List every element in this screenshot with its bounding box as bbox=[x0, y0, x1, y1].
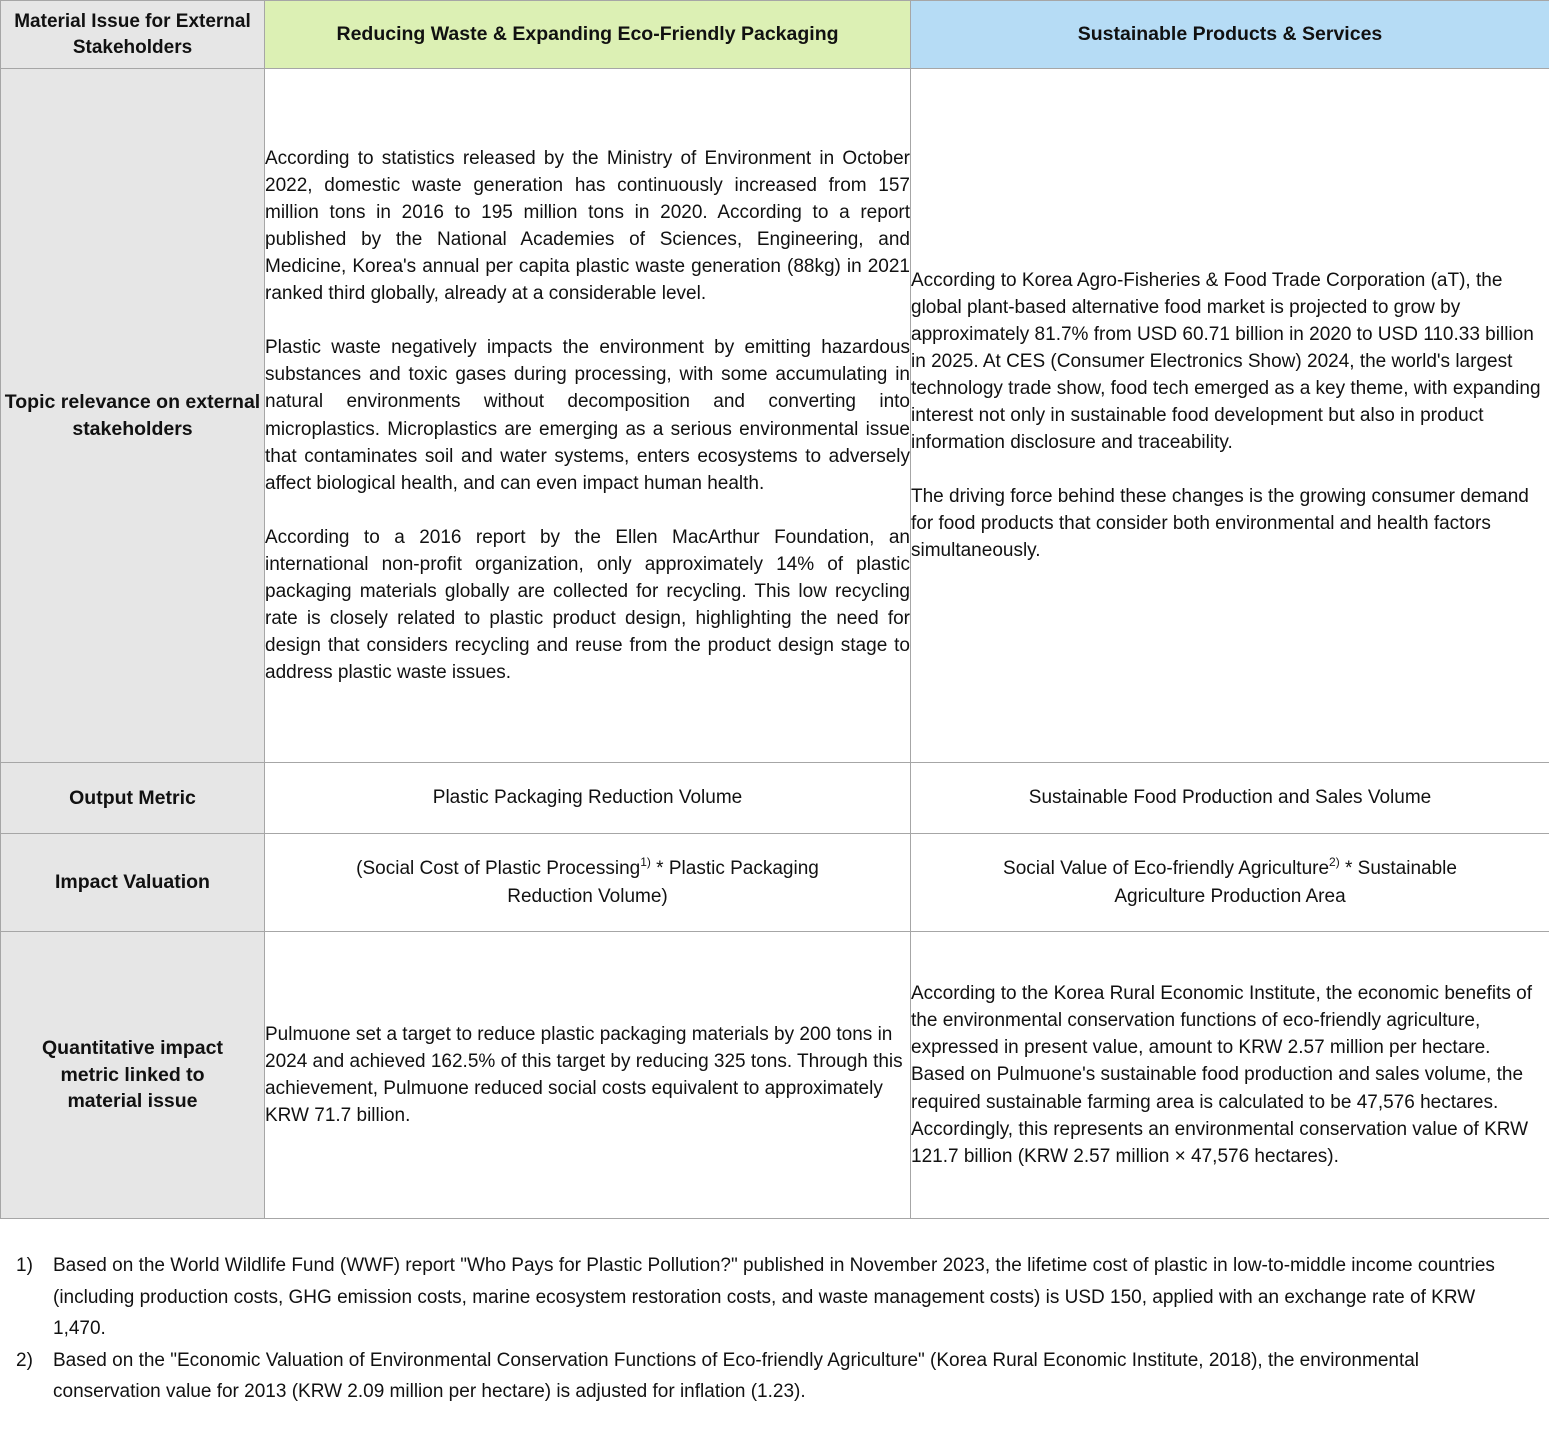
row-label-topic-text: Topic relevance on external stakeholders bbox=[4, 391, 261, 440]
row-label-impact bbox=[1, 834, 265, 932]
footnote-ref-1: 1) bbox=[640, 855, 651, 870]
row-label-output-text: Output Metric bbox=[69, 786, 196, 809]
row-output-metric bbox=[1, 763, 1549, 834]
row-label-quant bbox=[1, 932, 265, 1219]
footnote-number: 2) bbox=[16, 1349, 33, 1371]
output-sustainable-text: Sustainable Food Production and Sales Volume bbox=[1028, 787, 1432, 809]
corner-header bbox=[1, 1, 265, 69]
row-impact-valuation bbox=[1, 834, 1549, 932]
row-label-output bbox=[1, 763, 265, 834]
header-row bbox=[1, 1, 1549, 69]
output-cell-sustainable bbox=[911, 763, 1549, 834]
footnote-item bbox=[16, 1250, 1531, 1345]
topic-cell-sustainable bbox=[911, 69, 1549, 763]
impact-sustainable-text-cont: * Sustainable Agriculture Production Area bbox=[1114, 858, 1457, 907]
row-topic-relevance bbox=[1, 69, 1549, 763]
quant-sustainable-text: According to the Korea Rural Economic Institute, the economic benefits of the environmental conservation functions of eco-friendly agriculture, expressed in present value, amount to KRW 2.57 million per hectare. Based on Pulmuone's sustainable food production and sales volume, the required sustainable farming area is calculated to be 47,576 hectares. Accordingly, this represents an environmental conservation value of KRW 121.7 billion (KRW 2.57 million × 47,576 hectares). bbox=[911, 983, 1532, 1167]
topic-cell-waste bbox=[265, 69, 911, 763]
row-label-quant-text: Quantitative impact metric linked to material issue bbox=[42, 1037, 223, 1113]
column-header-sustainable bbox=[911, 1, 1549, 69]
topic-waste-paragraph: According to statistics released by the Ministry of Environment in October 2022, domestic waste generation has continuously increased from 157 million tons in 2016 to 195 million tons in 2020. According to a report published by the National Academies of Sciences, Engineering, and Medicine, Korea's annual per capita plastic waste generation (88kg) in 2021 ranked third globally, already at a considerable level. bbox=[265, 147, 910, 305]
footnote-ref-2: 2) bbox=[1329, 855, 1340, 870]
quant-cell-waste bbox=[265, 932, 911, 1219]
topic-waste-paragraph: Plastic waste negatively impacts the environment by emitting hazardous substances and toxic gases during processing, with some accumulating in natural environments without decomposition and converting into microplastics. Microplastics are emerging as a serious environmental issue that contaminates soil and water systems, enters ecosystems to adversely affect biological health, and can even impact human health. bbox=[265, 337, 910, 494]
quant-waste-text: Pulmuone set a target to reduce plastic packaging materials by 200 tons in 2024 and achieved 162.5% of this target by reducing 325 tons. Through this achievement, Pulmuone reduced social costs equivalent to approximately KRW 71.7 billion. bbox=[265, 1023, 903, 1127]
quant-cell-sustainable bbox=[911, 932, 1549, 1219]
footnote-text: Based on the World Wildlife Fund (WWF) report "Who Pays for Plastic Pollution?" published in November 2023, the lifetime cost of plastic in low-to-middle income countries (including production costs, GHG emission costs, marine ecosystem restoration costs, and waste management costs) is USD 150, applied with an exchange rate of KRW 1,470. bbox=[53, 1255, 1495, 1339]
row-label-topic bbox=[1, 69, 265, 763]
topic-sustainable-paragraph: The driving force behind these changes is the growing consumer demand for food products that consider both environmental and health factors simultaneously. bbox=[911, 486, 1529, 562]
footnote-text: Based on the "Economic Valuation of Environmental Conservation Functions of Eco-friendly Agriculture" (Korea Rural Economic Institute, 2018), the environmental conservation value for 2013 (KRW 2.09 million per hectare) is adjusted for inflation (1.23). bbox=[53, 1349, 1420, 1402]
footnote-number: 1) bbox=[16, 1255, 33, 1276]
footnotes bbox=[16, 1250, 1531, 1408]
column-header-waste bbox=[265, 1, 911, 69]
impact-sustainable-text: Social Value of Eco-friendly Agriculture bbox=[1003, 858, 1330, 880]
impact-waste-text-cont: * Plastic Packaging Reduction Volume) bbox=[507, 858, 819, 907]
impact-waste-text: (Social Cost of Plastic Processing bbox=[356, 858, 641, 880]
corner-label: Material Issue for External Stakeholders bbox=[14, 10, 251, 58]
impact-cell-sustainable bbox=[911, 834, 1549, 932]
topic-sustainable-paragraph: According to Korea Agro-Fisheries & Food Trade Corporation (aT), the global plant-based alternative food market is projected to grow by approximately 81.7% from USD 60.71 billion in 2020 to USD 110.33 billion in 2025. At CES (Consumer Electronics Show) 2024, the world's largest technology trade show, food tech emerged as a key theme, with expanding interest not only in sustainable food development but also in product information disclosure and traceability. bbox=[911, 269, 1541, 454]
row-label-impact-text: Impact Valuation bbox=[55, 871, 210, 894]
column-title-waste: Reducing Waste & Expanding Eco-Friendly Packaging bbox=[336, 23, 839, 45]
output-waste-text: Plastic Packaging Reduction Volume bbox=[432, 787, 743, 809]
output-cell-waste bbox=[265, 763, 911, 834]
topic-waste-paragraph: According to a 2016 report by the Ellen MacArthur Foundation, an international non-profit organization, only approximately 14% of plastic packaging materials globally are collected for recycling. This low recycling rate is closely related to plastic product design, highlighting the need for design that considers recycling and reuse from the product design stage to address plastic waste issues. bbox=[265, 526, 910, 684]
impact-cell-waste bbox=[265, 834, 911, 932]
row-quantitative-impact bbox=[1, 932, 1549, 1219]
footnote-item bbox=[16, 1345, 1531, 1408]
column-title-sustainable: Sustainable Products & Services bbox=[1077, 23, 1383, 45]
